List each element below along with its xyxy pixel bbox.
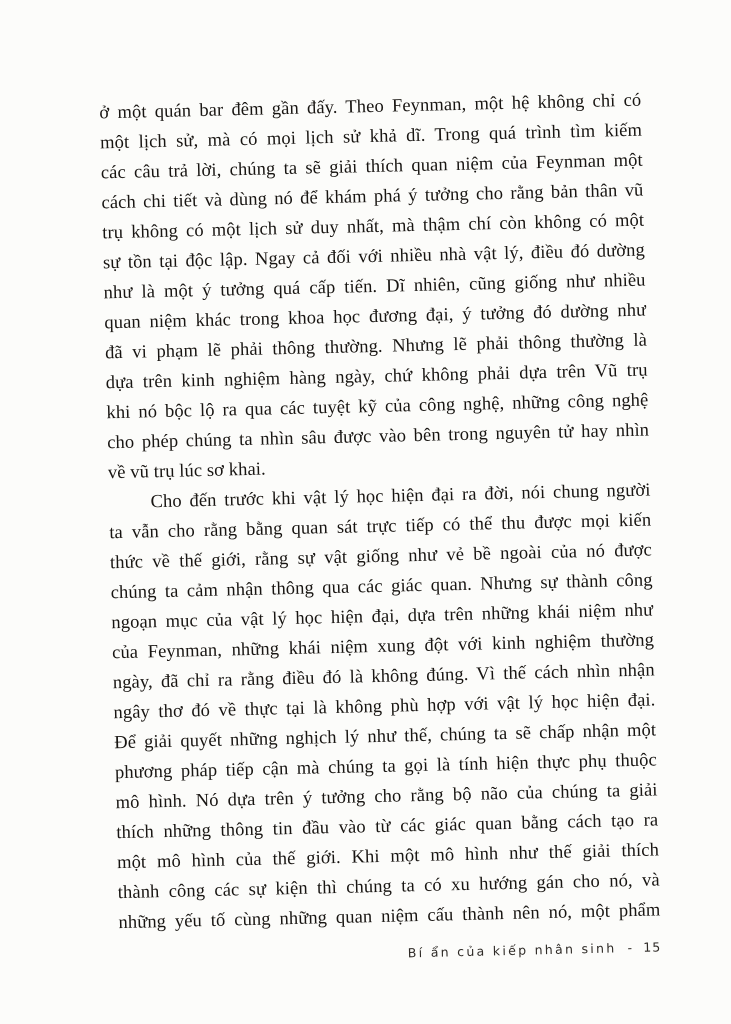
text-line: của Feynman, những khái niệm xung đột với kinh nghiệm thường [111, 630, 655, 664]
text-line: chúng ta cảm nhận thông qua các giác quan. Nhưng sự thành công [110, 570, 653, 604]
text-line: quan niệm khác trong khoa học đương đại, ý tưởng đó dường như [104, 300, 647, 334]
text-line: Cho đến trước khi vật lý học hiện đại ra đời, nói chung người [150, 480, 651, 513]
text-line: ngoạn mục của vật lý học hiện đại, dựa trên những khái niệm như [111, 600, 654, 634]
text-line: Để giải quyết những nghịch lý như thế, chúng ta sẽ chấp nhận một [114, 720, 657, 754]
text-line: như là một ý tưởng quá cấp tiến. Dĩ nhiên, cũng giống như nhiều [103, 270, 646, 304]
footer-book-title: Bí ẩn của kiếp nhân sinh [407, 940, 617, 961]
text-line: ngây thơ đó về thực tại là không phù hợp với vật lý học hiện đại. [113, 690, 656, 724]
text-line: những yếu tố cùng những quan niệm cấu thành nên nó, một phẩm [118, 900, 661, 934]
text-line: một mô hình của thế giới. Khi một mô hình như thế giải thích [116, 840, 660, 874]
text-line: khi nó bộc lộ ra qua các tuyệt kỹ của công nghệ, những công nghệ [106, 390, 649, 424]
text-line: cách chi tiết và dùng nó để khám phá ý tưởng cho rằng bản thân vũ [101, 180, 644, 214]
text-line: ở một quán bar đêm gần đấy. Theo Feynman, một hệ không chỉ có [99, 90, 642, 124]
text-line: mô hình. Nó dựa trên ý tưởng cho rằng bộ não của chúng ta giải [115, 780, 658, 814]
text-line: các câu trả lời, chúng ta sẽ giải thích quan niệm của Feynman một [100, 150, 643, 184]
text-line: ngày, đã chỉ ra rằng điều đó là không đúng. Vì thế cách nhìn nhận [112, 660, 655, 694]
text-line: thức về thế giới, rằng sự vật giống như vẻ bề ngoài của nó được [109, 540, 653, 574]
text-line: trụ không có một lịch sử duy nhất, mà thậm chí còn không có một [102, 210, 645, 244]
text-line: một lịch sử, mà có mọi lịch sử khả dĩ. Trong quá trình tìm kiếm [99, 120, 643, 154]
text-line: về vũ trụ lúc sơ khai. [107, 459, 267, 484]
text-line: thành công các sự kiện thì chúng ta có xu hướng gán cho nó, và [117, 870, 660, 904]
text-line: thích những thông tin đầu vào từ các giác quan bằng cách tạo ra [116, 810, 659, 844]
page-text-block [99, 86, 661, 968]
text-line: ta vẫn cho rằng bằng quan sát trực tiếp có thể thu được mọi kiến [109, 510, 652, 544]
text-line: đã vi phạm lẽ phải thông thường. Nhưng lẽ phải thông thường là [104, 330, 648, 364]
text-line: dựa trên kinh nghiệm hàng ngày, chứ không phải dựa trên Vũ trụ [105, 360, 648, 394]
body-paragraph-2 [108, 476, 660, 939]
text-line: cho phép chúng ta nhìn sâu được vào bên trong nguyên tử hay nhìn [106, 420, 650, 454]
footer-page-number: 15 [643, 939, 662, 955]
page-footer [119, 939, 661, 967]
text-line: sự tồn tại độc lập. Ngay cả đối với nhiều nhà vật lý, điều đó dường [102, 240, 646, 274]
body-paragraph-1 [99, 86, 650, 489]
footer-separator: - [627, 940, 635, 956]
text-line: phương pháp tiếp cận mà chúng ta gọi là tính hiện thực phụ thuộc [114, 750, 658, 784]
